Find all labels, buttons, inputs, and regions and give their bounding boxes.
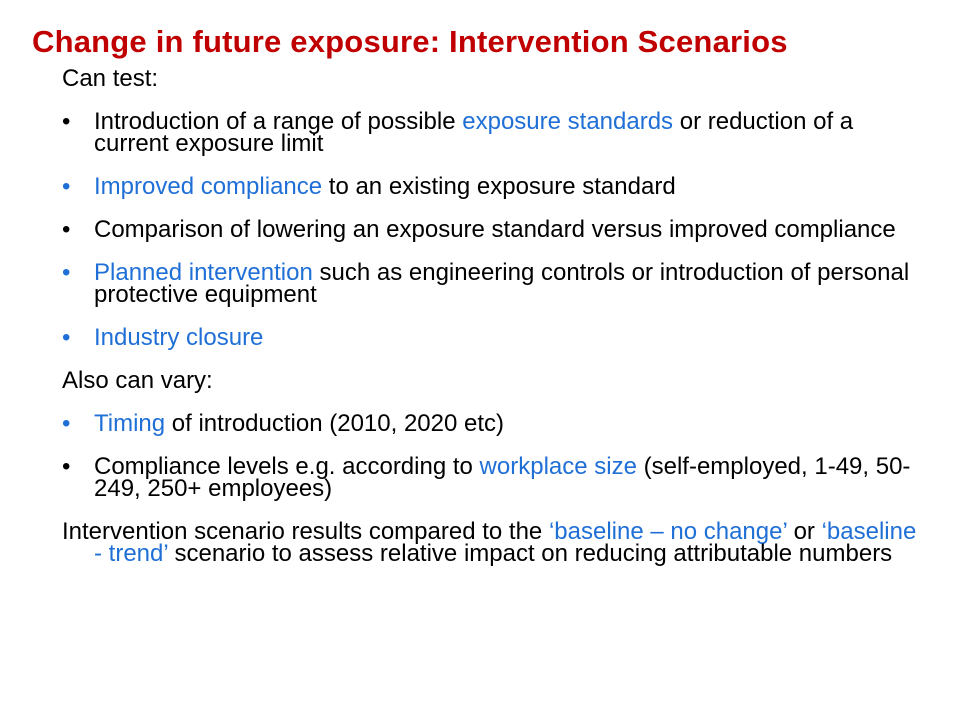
bullet-content [94,173,676,200]
bullet-text: Comparison of lowering an exposure standard versus improved compliance [94,216,896,243]
highlighted-text: Timing [94,410,166,437]
bullet-item [62,410,922,437]
bullet-item [62,173,922,200]
bullet-text: of introduction (2010, 2020 etc) [165,410,505,437]
bullet-text: Intervention scenario results compared to the [62,518,549,545]
bullet-text: to an existing exposure standard [322,173,676,200]
bullet-content [94,259,909,308]
bullet-item [62,324,922,351]
bullet-content [94,216,896,243]
vary-bullet-list [62,410,922,502]
bullet-item [62,216,922,243]
bullet-text: Compliance levels e.g. according to [94,453,480,480]
test-bullet-list [62,108,922,351]
bullet-content [94,410,504,437]
bullet-text: such as engineering controls or introduction of personal protective equipment [94,259,910,308]
highlighted-text: ‘baseline – no change’ [548,518,787,545]
highlighted-text: workplace size [479,453,637,480]
highlighted-text: exposure standards [462,108,674,135]
highlighted-text: Industry closure [94,324,264,351]
bullet-marker: • [62,173,71,200]
bullet-item [62,453,922,502]
vary-heading: Also can vary: [62,367,213,394]
bullet-text: scenario to assess relative impact on reducing attributable numbers [167,540,893,567]
bullet-text: or reduction of a current exposure limit [94,108,854,157]
bullet-content [94,324,263,351]
bullet-content [94,453,910,502]
bullet-text: or [786,518,822,545]
bullet-text: (self-employed, 1-49, 50-249, 250+ employees) [94,453,911,502]
highlighted-text: ‘baseline - trend’ [94,518,917,567]
slide-body [62,65,922,567]
bullet-marker: • [62,324,71,351]
conclusion-paragraph [62,518,922,567]
bullet-marker: • [62,453,71,480]
highlighted-text: Planned intervention [94,259,313,286]
bullet-text: Introduction of a range of possible [94,108,463,135]
bullet-marker: • [62,108,71,135]
slide-title: Change in future exposure: Intervention Scenarios [32,24,788,59]
bullet-marker: • [62,410,71,437]
intro-heading: Can test: [62,65,159,92]
bullet-marker: • [62,216,71,243]
bullet-marker: • [62,259,71,286]
bullet-item [62,259,922,308]
bullet-item [62,108,922,157]
highlighted-text: Improved compliance [94,173,323,200]
bullet-content [94,108,853,157]
